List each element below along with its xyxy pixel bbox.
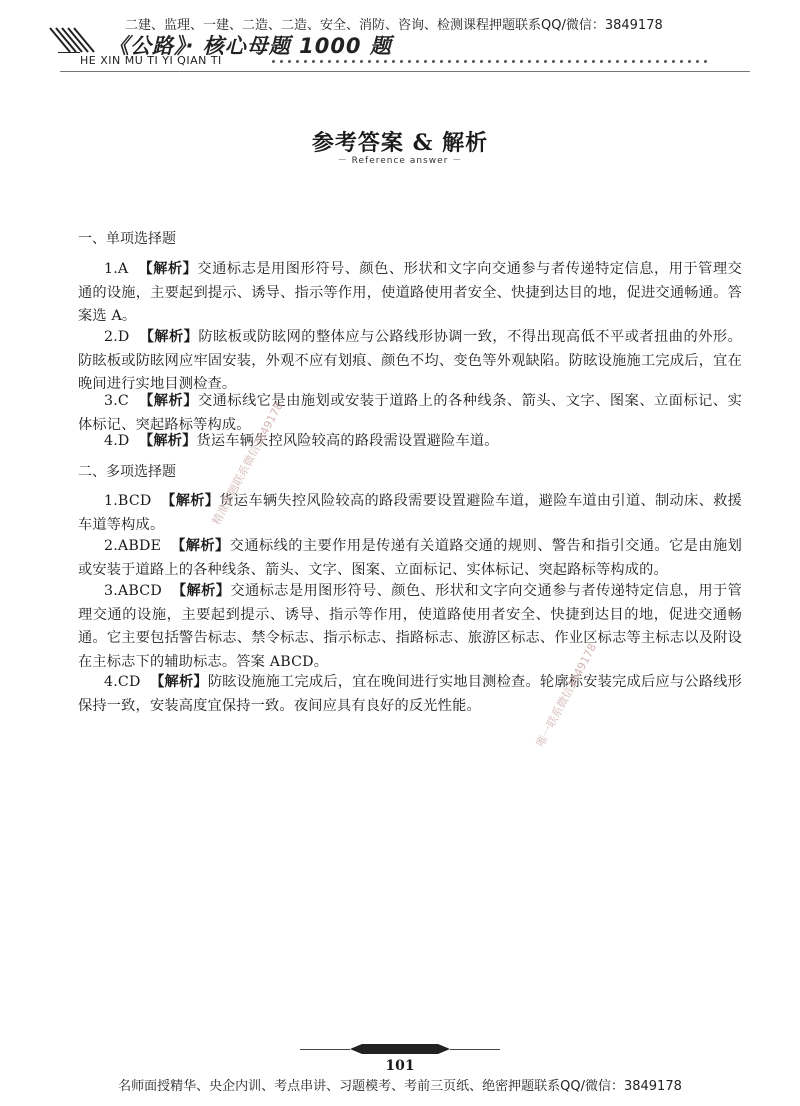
answer-number: 1.A [104, 261, 129, 277]
book-title: 《公路》· 核心母题 1000 题 [108, 34, 392, 58]
answer-item [78, 430, 742, 454]
analysis-tag: 【解析】 [161, 493, 220, 509]
watermark-text: 唯一联系微信3849178 [533, 641, 600, 750]
top-contact-banner: 二建、监理、一建、二造、二造、安全、消防、咨询、检测课程押题联系QQ/微信：3849178 [125, 18, 663, 33]
answer-number: 2.ABDE [104, 538, 162, 554]
answer-item [78, 490, 742, 537]
footer-ornament [350, 1043, 450, 1055]
analysis-tag: 【解析】 [139, 329, 199, 345]
page-number: 101 [385, 1058, 415, 1074]
analysis-tag: 【解析】 [139, 393, 198, 409]
answer-explanation: 交通标线的主要作用是传递有关道路交通的规则、警告和指引交通。它是由施划或安装于道路上的各种线条、箭头、文字、图案、立面标记、实体标记、突起路标等构成的。 [78, 538, 742, 578]
section-title: 参考答案 & 解析 [311, 130, 489, 156]
header-divider [60, 71, 750, 72]
answer-explanation: 交通标线它是由施划或安装于道路上的各种线条、箭头、文字、图案、立面标记、实体标记、突起路标等构成。 [78, 393, 742, 433]
pinyin-rule [58, 52, 80, 53]
analysis-tag: 【解析】 [171, 583, 231, 599]
analysis-tag: 【解析】 [138, 433, 197, 449]
watermark-text: 精准押题联系微信3849178 [209, 399, 286, 528]
answer-item [78, 535, 742, 582]
answer-explanation: 货运车辆失控风险较高的路段需要设置避险车道，避险车道由引道、制动床、救援车道等构成。 [78, 493, 743, 533]
answer-number: 3.C [104, 393, 129, 409]
answer-item [78, 580, 742, 674]
analysis-tag: 【解析】 [171, 538, 230, 554]
answer-item [78, 326, 742, 397]
answer-number: 4.D [104, 433, 130, 449]
answer-explanation: 货运车辆失控风险较高的路段需设置避险车道。 [196, 433, 499, 449]
analysis-tag: 【解析】 [150, 674, 208, 690]
answer-explanation: 防眩设施施工完成后，宜在晚间进行实地目测检查。轮廓标安装完成后应与公路线形保持一致，安装高度宜保持一致。夜间应具有良好的反光性能。 [78, 674, 742, 714]
bottom-contact-banner: 名师面授精华、央企内训、考点串讲、习题模考、考前三页纸、绝密押题联系QQ/微信：3849178 [118, 1079, 682, 1094]
answer-explanation: 交通标志是用图形符号、颜色、形状和文字向交通参与者传递特定信息，用于管理交通的设施，主要起到提示、诱导、指示等作用，使道路使用者安全、快捷到达目的地，促进交通畅通。它主要包括警告标志、禁令标志、指示标志、指路标志、旅游区标志、作业区标志等主标志以及附设在主标志下的辅助标志。答案 ABCD。 [78, 583, 742, 670]
answer-item [78, 671, 742, 718]
single-choice-heading: 一、单项选择题 [78, 231, 176, 247]
book-title-pinyin: HE XIN MU TI YI QIAN TI [80, 54, 222, 67]
header-dots-decoration [272, 60, 707, 63]
answer-number: 1.BCD [104, 493, 152, 509]
footer-rule-left [300, 1049, 350, 1050]
footer-rule-right [450, 1049, 500, 1050]
answer-number: 4.CD [104, 674, 141, 690]
answer-number: 3.ABCD [104, 583, 162, 599]
analysis-tag: 【解析】 [138, 261, 198, 277]
answer-item [78, 258, 742, 329]
answer-number: 2.D [104, 329, 130, 345]
multi-choice-heading: 二、多项选择题 [78, 464, 176, 480]
section-subtitle: － Reference answer － [337, 156, 463, 166]
answer-explanation: 防眩板或防眩网的整体应与公路线形协调一致，不得出现高低不平或者扭曲的外形。防眩板或防眩网应牢固安装，外观不应有划痕、颜色不均、变色等外观缺陷。防眩设施施工完成后，宜在晚间进行实地目测检查。 [78, 329, 742, 392]
answer-explanation: 交通标志是用图形符号、颜色、形状和文字向交通参与者传递特定信息，用于管理交通的设施，主要起到提示、诱导、指示等作用，使道路使用者安全、快捷到达目的地，促进交通畅通。答案选 A。 [78, 261, 743, 324]
